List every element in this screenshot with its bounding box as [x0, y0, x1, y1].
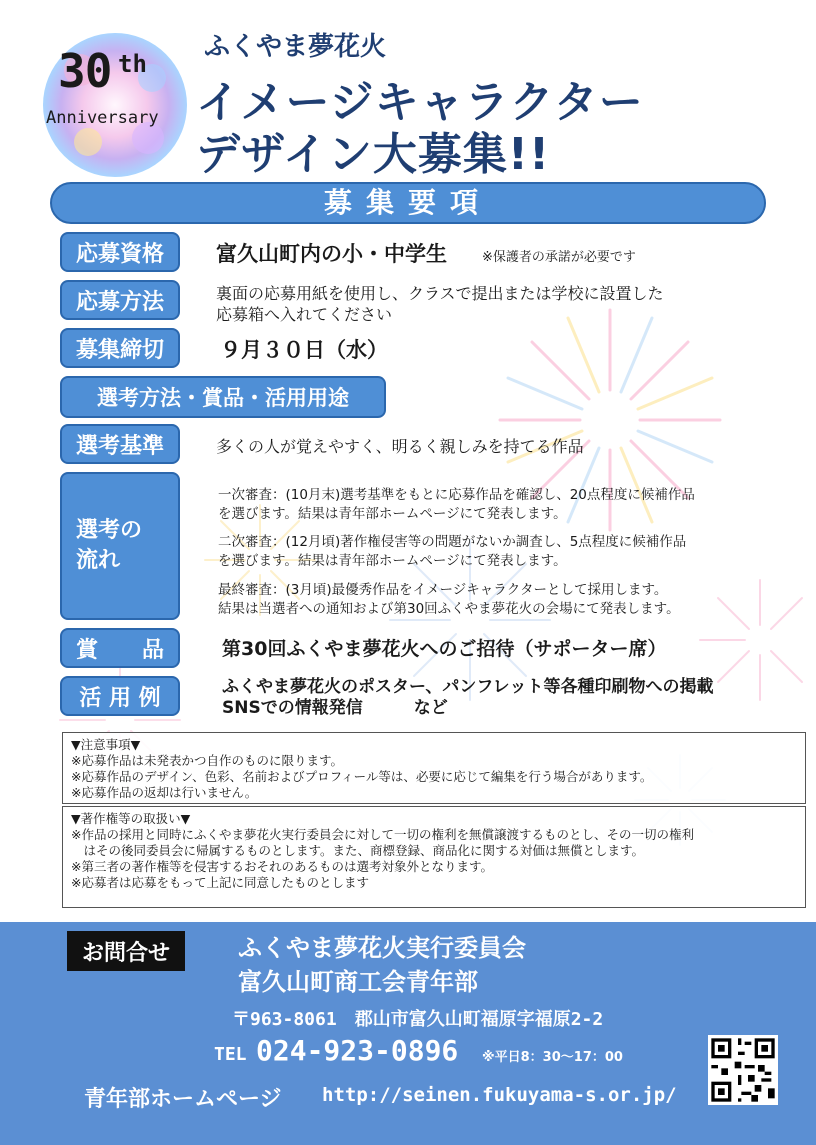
- org-name-2: 富久山町商工会青年部: [238, 968, 478, 996]
- notes-item: ※応募作品は未発表かつ自作のものに限ります。: [71, 753, 343, 768]
- homepage-url[interactable]: http://seinen.fukuyama-s.or.jp/: [322, 1084, 677, 1106]
- address: 〒963-8061 郡山市富久山町福原字福原2-2: [232, 1009, 604, 1030]
- flow-label-line2: 流れ: [76, 548, 121, 573]
- flow-step3-line1: 最終審査：(3月頃)最優秀作品をイメージキャラクターとして採用します。: [218, 582, 668, 598]
- copyright-item: はその後同委員会に帰属するものとします。また、商標登録、商品化に関する対価は無償とします。: [71, 843, 645, 858]
- usage-label: 活 用 例: [60, 676, 180, 716]
- notes-item: ※応募作品のデザイン、色彩、名前およびプロフィール等は、必要に応じて編集を行う場合があります。: [71, 769, 653, 784]
- notes-box: [62, 732, 806, 804]
- office-hours: ※平日8：30～17：00: [482, 1050, 623, 1065]
- eligibility-label: 応募資格: [60, 232, 180, 272]
- criteria-text: 多くの人が覚えやすく、明るく親しみを持てる作品: [216, 437, 584, 456]
- flow-step1-line2: を選びます。結果は青年部ホームページにて発表します。: [218, 506, 567, 522]
- criteria-label: 選考基準: [60, 424, 180, 464]
- copyright-box: [62, 806, 806, 908]
- prize-label: 賞 品: [60, 628, 180, 668]
- flow-step1-line1: 一次審査：(10月末)選考基準をもとに応募作品を確認し、20点程度に候補作品: [218, 487, 695, 503]
- headline-line2: デザイン大募集!!: [196, 129, 551, 180]
- notes-item: ※応募作品の返却は行いません。: [71, 785, 258, 800]
- badge-number: 30: [58, 44, 112, 98]
- deadline-label: 募集締切: [60, 328, 180, 368]
- method-line2: 応募箱へ入れてください: [216, 305, 393, 324]
- notes-header: ▼注意事項▼: [71, 737, 141, 752]
- eligibility-note: ※保護者の承諾が必要です: [482, 250, 636, 265]
- tel-label: TEL: [214, 1044, 247, 1065]
- flow-step2-line2: を選びます。結果は青年部ホームページにて発表します。: [218, 553, 567, 569]
- method-label: 応募方法: [60, 280, 180, 320]
- prize-text: 第30回ふくやま夢花火へのご招待（サポーター席）: [222, 638, 667, 660]
- flow-step2-line1: 二次審査：(12月頃)著作権侵害等の問題がないか調査し、5点程度に候補作品: [218, 534, 687, 550]
- section-header: 募集要項: [50, 182, 766, 224]
- badge-suffix: th: [118, 50, 147, 78]
- event-name: ふくやま夢花火: [204, 32, 387, 62]
- copyright-item: ※作品の採用と同時にふくやま夢花火実行委員会に対して一切の権利を無償譲渡するものとし、その一切の権利: [71, 827, 694, 842]
- tel-number: 024-923-0896: [256, 1034, 459, 1067]
- hp-label: 青年部ホームページ: [84, 1087, 282, 1112]
- contact-label: お問合せ: [67, 931, 185, 971]
- flow-label-line1: 選考の: [76, 518, 143, 543]
- qr-code-icon[interactable]: [708, 1035, 778, 1105]
- usage-line1: ふくやま夢花火のポスター、パンフレット等各種印刷物への掲載: [222, 677, 714, 697]
- copyright-item: ※第三者の著作権等を侵害するおそれのあるものは選考対象外となります。: [71, 859, 493, 874]
- flow-label: [60, 472, 180, 620]
- usage-line2: SNSでの情報発信 など: [222, 698, 448, 718]
- deadline-text: ９月３０日（水）: [220, 338, 388, 362]
- copyright-item: ※応募者は応募をもって上記に同意したものとします: [71, 875, 369, 890]
- selection-header: 選考方法・賞品・活用用途: [60, 376, 386, 418]
- eligibility-text: 富久山町内の小・中学生: [216, 242, 447, 266]
- badge-word: Anniversary: [46, 108, 159, 128]
- org-name-1: ふくやま夢花火実行委員会: [238, 934, 526, 962]
- method-line1: 裏面の応募用紙を使用し、クラスで提出または学校に設置した: [216, 284, 664, 303]
- flow-step3-line2: 結果は当選者への通知および第30回ふくやま夢花火の会場にて発表します。: [218, 601, 680, 617]
- headline-line1: イメージキャラクター: [196, 77, 644, 128]
- copyright-header: ▼著作権等の取扱い▼: [71, 811, 191, 826]
